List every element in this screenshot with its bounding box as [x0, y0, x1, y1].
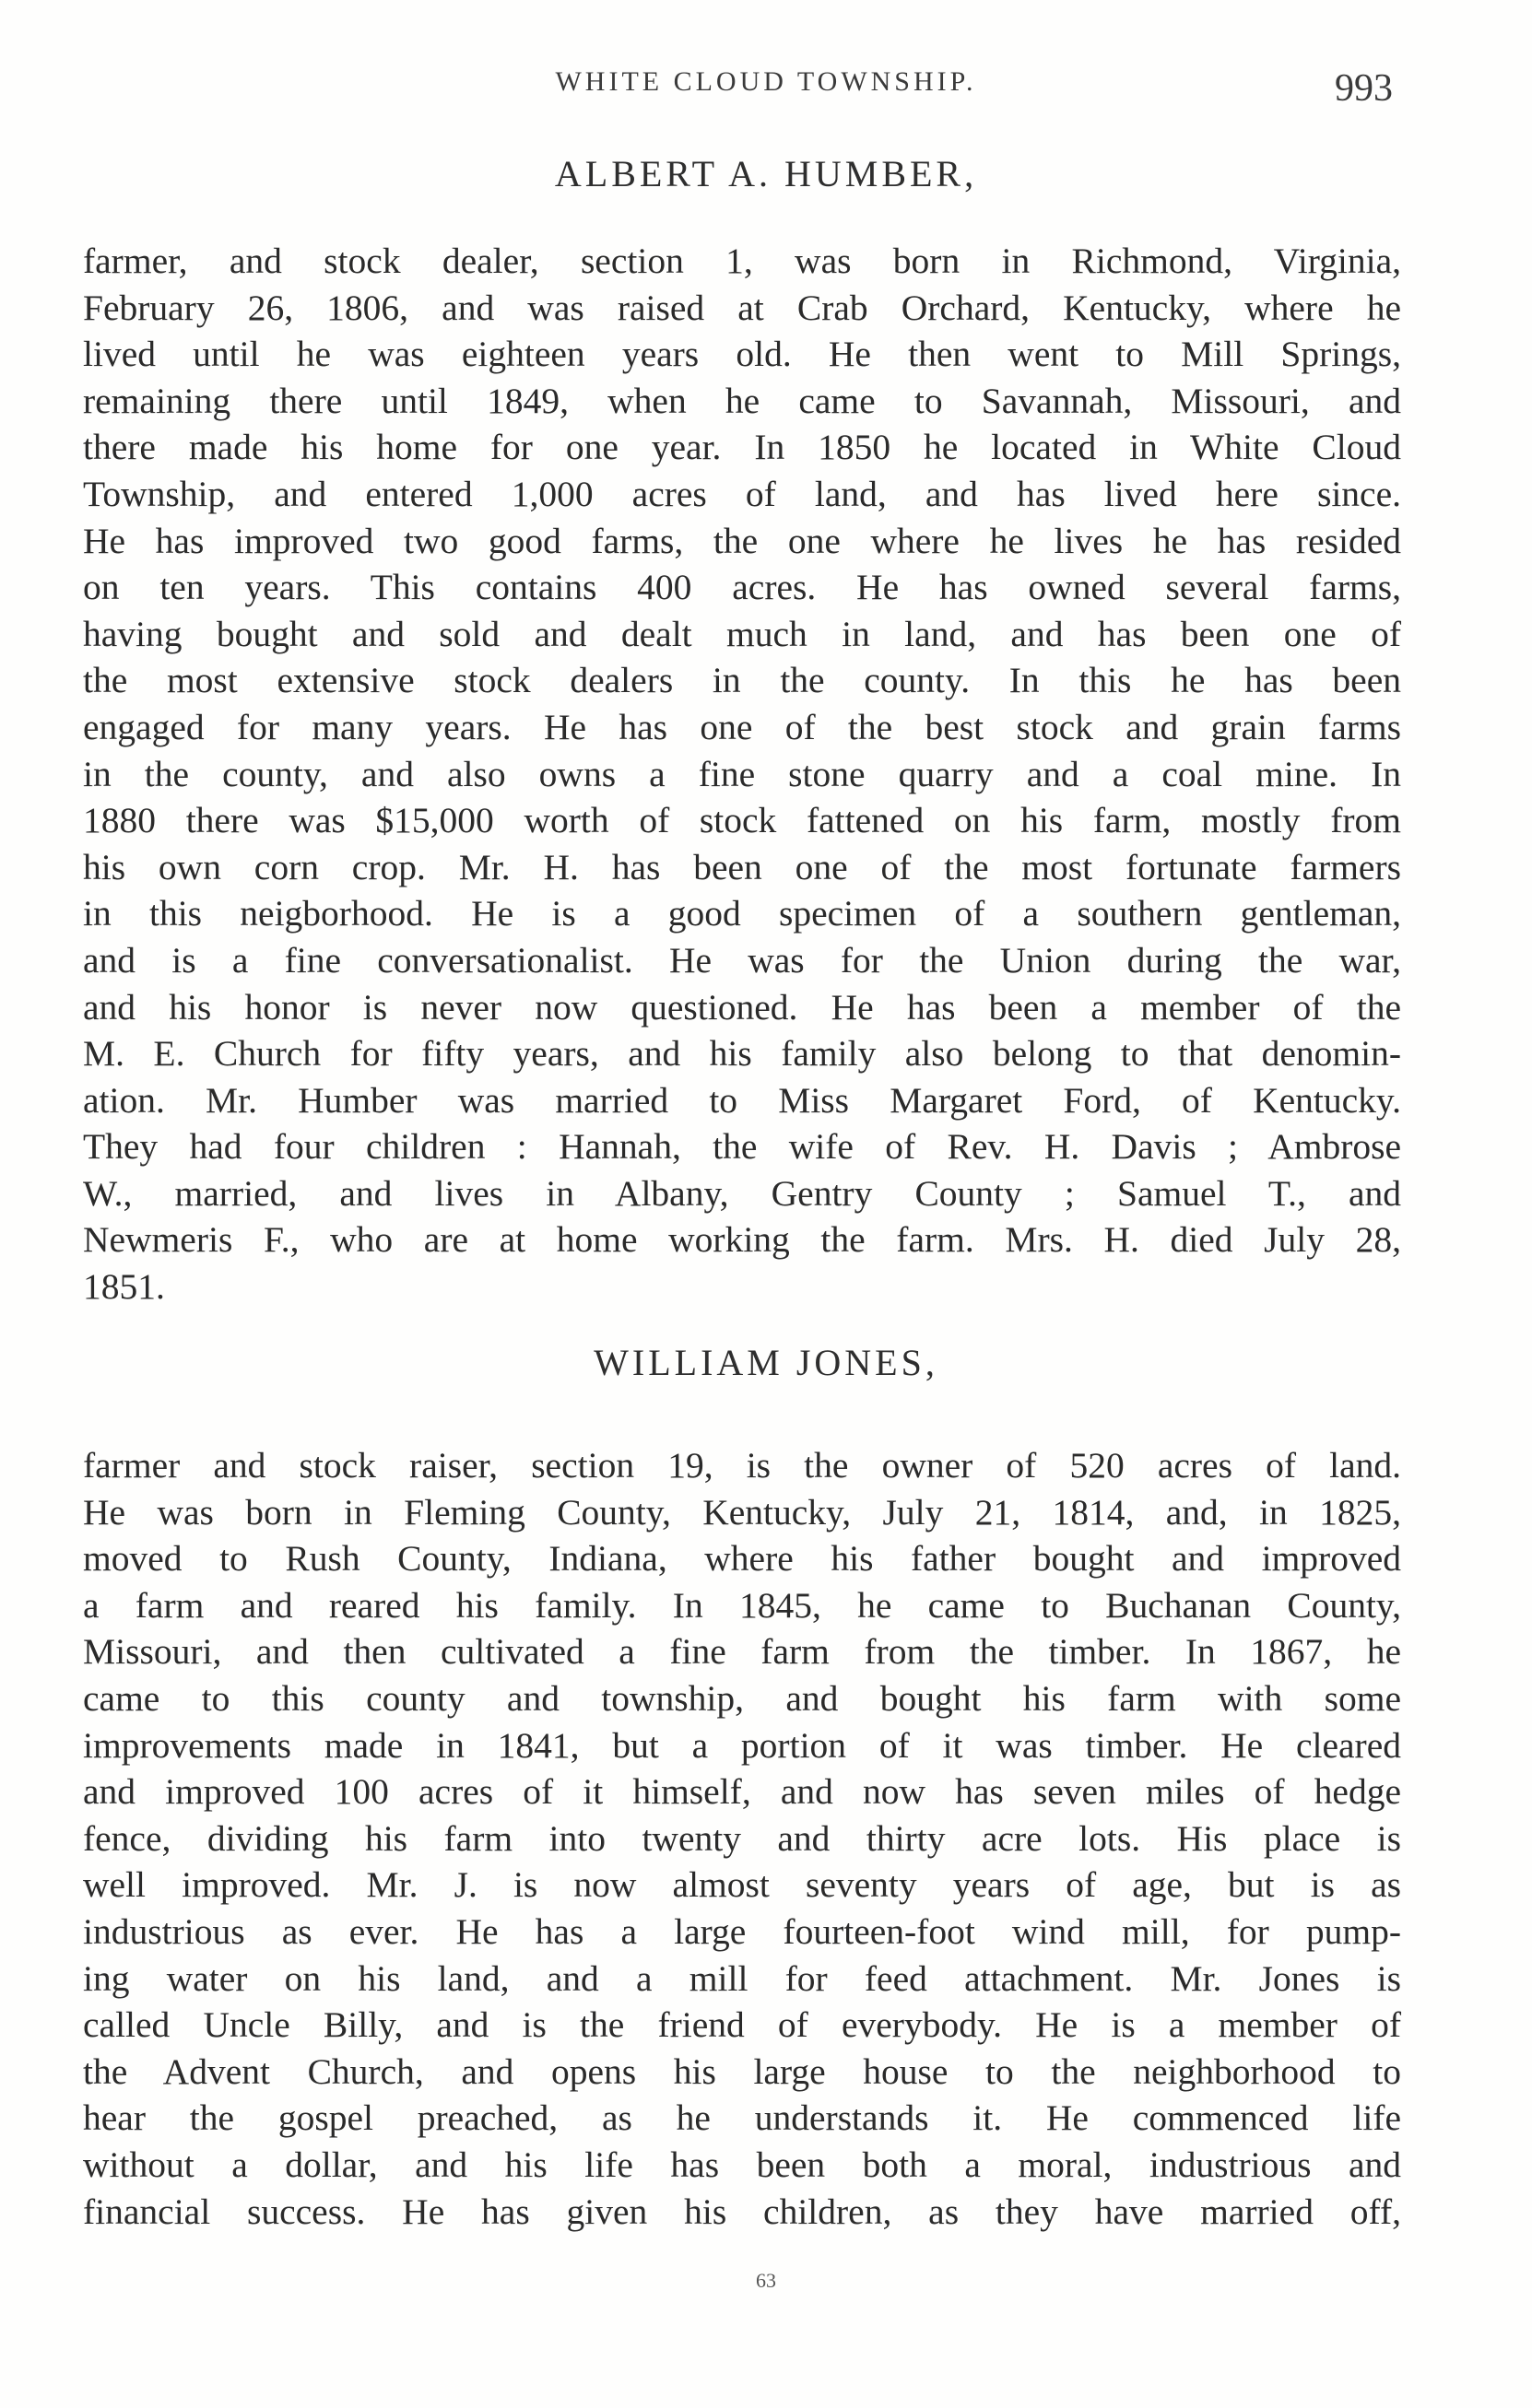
text-line: the Advent Church, and opens his large house to the neighborhood to [83, 2050, 1401, 2092]
text-line: lived until he was eighteen years old. He then went to Mill Springs, [83, 334, 1401, 375]
text-line: W., married, and lives in Albany, Gentry County ; Samuel T., and [83, 1172, 1401, 1214]
section-heading-jones: WILLIAM JONES, [594, 1342, 938, 1383]
text-line: Township, and entered 1,000 acres of land, and has lived here since. [83, 473, 1401, 514]
running-title: WHITE CLOUD TOWNSHIP. [555, 66, 977, 97]
text-line: Missouri, and then cultivated a fine farm from the timber. In 1867, he [83, 1631, 1401, 1673]
text-line: He was born in Fleming County, Kentucky, July 21, 1814, and, in 1825, [83, 1491, 1401, 1533]
text-line: He has improved two good farms, the one where he lives he has resided [83, 520, 1401, 561]
text-line: farmer, and stock dealer, section 1, was born in Richmond, Virginia, [83, 241, 1401, 281]
text-line: and improved 100 acres of it himself, and now has seven miles of hedge [83, 1771, 1401, 1813]
text-line: ing water on his land, and a mill for feed attachment. Mr. Jones is [83, 1957, 1401, 1999]
text-line: the most extensive stock dealers in the county. In this he has been [83, 660, 1401, 701]
text-line: having bought and sold and dealt much in land, and has been one of [83, 613, 1401, 654]
text-line: on ten years. This contains 400 acres. He has owned several farms, [83, 567, 1401, 608]
text-line: remaining there until 1849, when he came to Savannah, Missouri, and [83, 380, 1401, 421]
text-line: a farm and reared his family. In 1845, he came to Buchanan County, [83, 1584, 1401, 1626]
text-line: moved to Rush County, Indiana, where his father bought and improved [83, 1538, 1401, 1580]
text-line: in the county, and also owns a fine stone quarry and a coal mine. In [83, 753, 1401, 794]
text-line: farmer and stock raiser, section 19, is the owner of 520 acres of land. [83, 1445, 1401, 1486]
section-heading-humber: ALBERT A. HUMBER, [554, 153, 978, 194]
text-line: Newmeris F., who are at home working the farm. Mrs. H. died July 28, [83, 1219, 1401, 1261]
text-line: in this neigborhood. He is a good specimen of a southern gentleman, [83, 893, 1401, 934]
text-line: well improved. Mr. J. is now almost seventy years of age, but is as [83, 1864, 1401, 1906]
text-line: industrious as ever. He has a large fourteen-foot wind mill, for pump- [83, 1910, 1401, 1952]
text-line: hear the gospel preached, as he understands it. He commenced life [83, 2097, 1401, 2139]
text-line: fence, dividing his farm into twenty and thirty acre lots. His place is [83, 1817, 1401, 1859]
text-line: February 26, 1806, and was raised at Crab Orchard, Kentucky, where he [83, 287, 1401, 328]
text-line: engaged for many years. He has one of the best stock and grain farms [83, 706, 1401, 747]
text-line: came to this county and township, and bought his farm with some [83, 1677, 1401, 1719]
text-line: improvements made in 1841, but a portion of it was timber. He cleared [83, 1724, 1401, 1766]
text-line: and is a fine conversationalist. He was for the Union during the war, [83, 939, 1401, 981]
text-line: there made his home for one year. In 1850 he located in White Cloud [83, 427, 1401, 468]
biography-paragraph-jones [83, 1442, 1401, 2235]
text-line: M. E. Church for fifty years, and his family also belong to that denomin- [83, 1033, 1401, 1075]
text-line: and his honor is never now questioned. He has been a member of the [83, 986, 1401, 1028]
text-line: They had four children : Hannah, the wife of Rev. H. Davis ; Ambrose [83, 1126, 1401, 1168]
biography-paragraph-humber [83, 238, 1401, 1310]
text-line: without a dollar, and his life has been both a moral, industrious and [83, 2144, 1401, 2185]
signature-mark: 63 [756, 2269, 776, 2292]
text-line: 1880 there was $15,000 worth of stock fattened on his farm, mostly from [83, 800, 1401, 841]
text-line: his own corn crop. Mr. H. has been one of the most fortunate farmers [83, 846, 1401, 887]
page-number: 993 [1335, 67, 1393, 110]
text-line: ation. Mr. Humber was married to Miss Margaret Ford, of Kentucky. [83, 1079, 1401, 1121]
text-line: financial success. He has given his children, as they have married off, [83, 2191, 1401, 2232]
text-line: called Uncle Billy, and is the friend of everybody. He is a member of [83, 2004, 1401, 2046]
text-line: 1851. [83, 1266, 165, 1308]
